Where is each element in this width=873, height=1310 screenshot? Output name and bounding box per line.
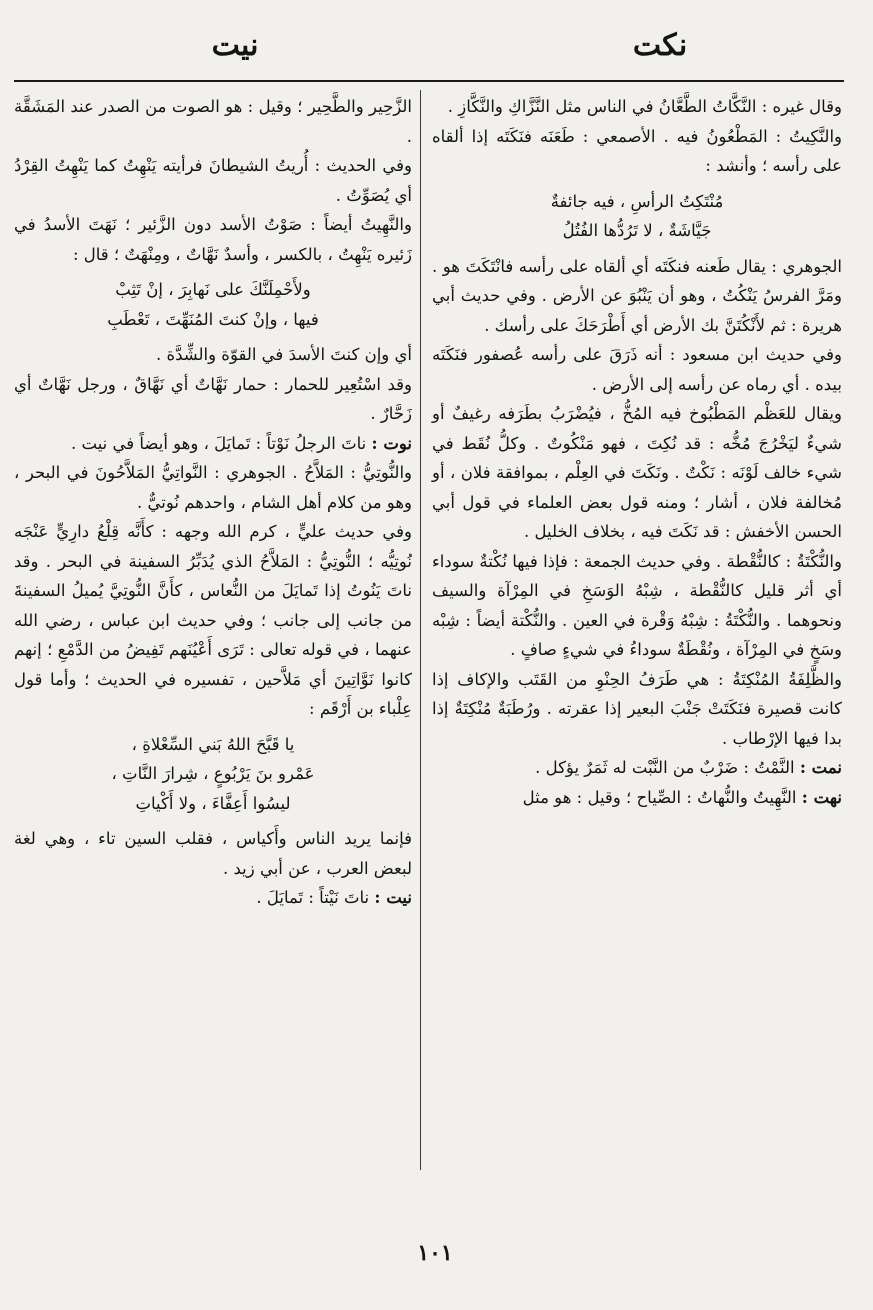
page-number: ١٠١: [417, 1240, 453, 1266]
entry-text: ناتَ الرجلُ نَوْتاً : تَمايَلَ ، وهو أيضاً في نيت .: [71, 433, 367, 453]
paragraph: والنَّكِيتُ : المَطْعُونُ فيه . الأصمعي : طَعَنَه فنَكَتَه إذا ألقاه على رأسه ؛ وأنشد :: [432, 126, 842, 175]
entry-paragraph: [14, 429, 412, 459]
paragraph: أي وإن كنتَ الأسدَ في القوّة والشِّدَّة .: [155, 345, 412, 364]
paragraph: وفي الحديث : أُريتُ الشيطانَ فرأيته يَنْهِتُ كما يَنْهِتُ القِرْدُ أي يُصَوِّتُ .: [14, 156, 412, 205]
entry-paragraph: [14, 883, 412, 913]
paragraph: وقد اسْتُعِير للحمار : حمار نَهَّاتٌ أي نَهَّاقٌ ، ورجل نَهَّاتٌ أي زَحَّارٌ .: [14, 374, 412, 423]
paragraph: وفي حديث ابن مسعود : أنه ذَرَقَ على رأسه عُصفور فنَكَتَه بيده . أي رماه عن رأسه إلى الأرض .: [432, 345, 842, 394]
entry-text: النَّمْتُ : ضَرْبٌ من النَّبْت له ثَمَرٌ يؤكل .: [535, 758, 795, 777]
paragraph: فإنما يريد الناس وأَكياس ، فقلب السين تاء ، وهي لغة لبعض العرب ، عن أبي زيد .: [14, 829, 412, 878]
verse-line: مُنْتَكِتُ الرأسِ ، فيه جائفةٌ: [550, 191, 724, 211]
verse-line: عَمْرو بنَ يَرْبُوعٍ ، شِرارَ النَّاتِ ،: [111, 764, 315, 783]
paragraph: والنَّهِيتُ أيضاً : صَوْتُ الأسد دون الزَّئير ؛ نَهَتَ الأسدُ في زَئيره يَنْهِتُ ، بالكسر ، وأسدٌ نَهَّاتٌ ، ومِنْهَتٌ ؛ قال :: [14, 215, 412, 264]
header-rule: [14, 80, 844, 82]
right-column: [432, 92, 842, 812]
headword-right: نكت: [632, 28, 688, 63]
paragraph: الزَّحِير والطَّحِير ؛ وقيل : هو الصوت من الصدر عند المَشَقَّة .: [14, 97, 412, 146]
entry-headword: نيت :: [374, 888, 412, 907]
paragraph: ويقال للعَظْم المَطْبُوخ فيه المُخُّ ، فيُضْرَبُ بطَرَفه رغيفٌ أو شيءٌ ليَخْرُجَ مُخُّه : قد نُكِتَ ، فهو مَنْكُوتٌ . وكلُّ نُقَط في شيء خالف لَوْنَه : نَكْتٌ . ونَكَتَ في العِلْم ، بموافقة فلان ، أو مُخالفة فلان ، أشار ؛ ومنه قول بعض العلماء في قول أبي الحسن الأخفش : قد نَكَتَ فيه ، بخلاف الخليل .: [432, 404, 842, 541]
headword-left: نيت: [211, 28, 259, 63]
verse-line: جَيَّاشَةٌ ، لا تَرُدُّها الفُتُلُ: [562, 221, 712, 240]
entry-headword: نوت :: [371, 433, 412, 453]
verse-line: ولأَحْمِلَنَّكَ على نَهابِرَ ، إنْ تَثِبْ: [115, 280, 311, 299]
entry-text: ناتَ نَيْتاً : تَمايَلَ .: [256, 888, 370, 907]
entry-headword: نمت :: [799, 758, 842, 777]
entry-paragraph: [432, 783, 842, 813]
paragraph: الجوهري : يقال طَعنه فنكَتَه أي ألقاه على رأسه فانْتَكَتَ هو . ومَرَّ الفرسُ يَنْكُتُ ، وهو أن يَنْبُوَ عن الأرض . وفي حديث أبي هريرة : ثم لأَنْكُتَنَّ بك الأرض أي أَطْرَحَكَ على رأسك .: [432, 256, 842, 335]
verse: [14, 730, 412, 819]
paragraph: والظَّلِفَةُ المُنْكِتَةُ : هي طَرَفُ الحِنْوِ من القَتَب والإكاف إذا كانت قصيرة فنَكَتَتْ جَنْبَ البعير إذا عقرته . ورُطَبَةٌ مُنْكِتَةٌ إذا بدا فيها الإرْطاب .: [432, 669, 842, 748]
column-divider: [420, 90, 421, 1170]
entry-text: النَّهِيتُ والنُّهاتُ : الصِّياح ؛ وقيل : هو مثل: [522, 787, 797, 807]
paragraph: والنُّكْتَةُ : كالنُّقْطة . وفي حديث الجمعة : فإذا فيها نُكْتةٌ سوداء أي أثر قليل كالنُّقْطة ، شِبْهُ الوَسَخِ في المِرْآة والسيف ونحوهما . والنُّكْتَةُ : شِبْهُ وَقْرة في العين . والنُّكْتة أيضاً : شِبْه وسَخٍ في المِرْآة ، ونُقْطَةٌ سوداءُ في شيءٍ صافٍ .: [432, 551, 842, 659]
verse-line: ليسُوا أَعِفَّاءَ ، ولا أَكْياتِ: [135, 793, 291, 813]
paragraph: وقال غيره : النَّكَّاتُ الطَّعَّانُ في الناس مثل النَّزَّاكِ والنَّكَّازِ .: [447, 97, 842, 116]
left-column: [14, 92, 412, 913]
entry-headword: نهت :: [801, 787, 842, 807]
paragraph: وفي حديث عليٍّ ، كرم الله وجهه : كأَنَّه قِلْعُ دارِيٍّ عَنْجَه نُوتِيُّه ؛ النُّوتِيُّ : المَلاَّحُ الذي يُدَبِّرُ السفينة في البحر . وقد ناتَ يَنُوتُ إذا تَمايَلَ من النُّعاس ، كأَنَّ النُّوتِيَّ يُميلُ السفينةَ من جانب إلى جانب ؛ وفي حديث ابن عباس ، رضي الله عنهما ، في قوله تعالى : تَرَى أَعْيُنَهم تَفِيضُ من الدَّمْعِ ؛ إنهم كانوا نَوَّاتِينَ أي مَلاَّحين ، تفسيره في الحديث ؛ وأما قول عِلْباء بن أَرْقَم :: [14, 522, 412, 718]
verse-line: فيها ، وإنْ كنتَ المُنَهِّتَ ، تَعْطَبِ: [107, 309, 319, 329]
paragraph: والنُّوتِيُّ : المَلاَّحُ . الجوهري : النَّواتِيُّ المَلاَّحُونَ في البحر ، وهو من كلام أهل الشام ، واحدهم نُوتيٌّ .: [14, 463, 412, 512]
verse-line: يا قَبَّحَ اللهُ بَني السِّعْلاةِ ،: [131, 734, 295, 754]
verse: [14, 275, 412, 334]
entry-paragraph: [432, 753, 842, 783]
verse: [432, 187, 842, 246]
